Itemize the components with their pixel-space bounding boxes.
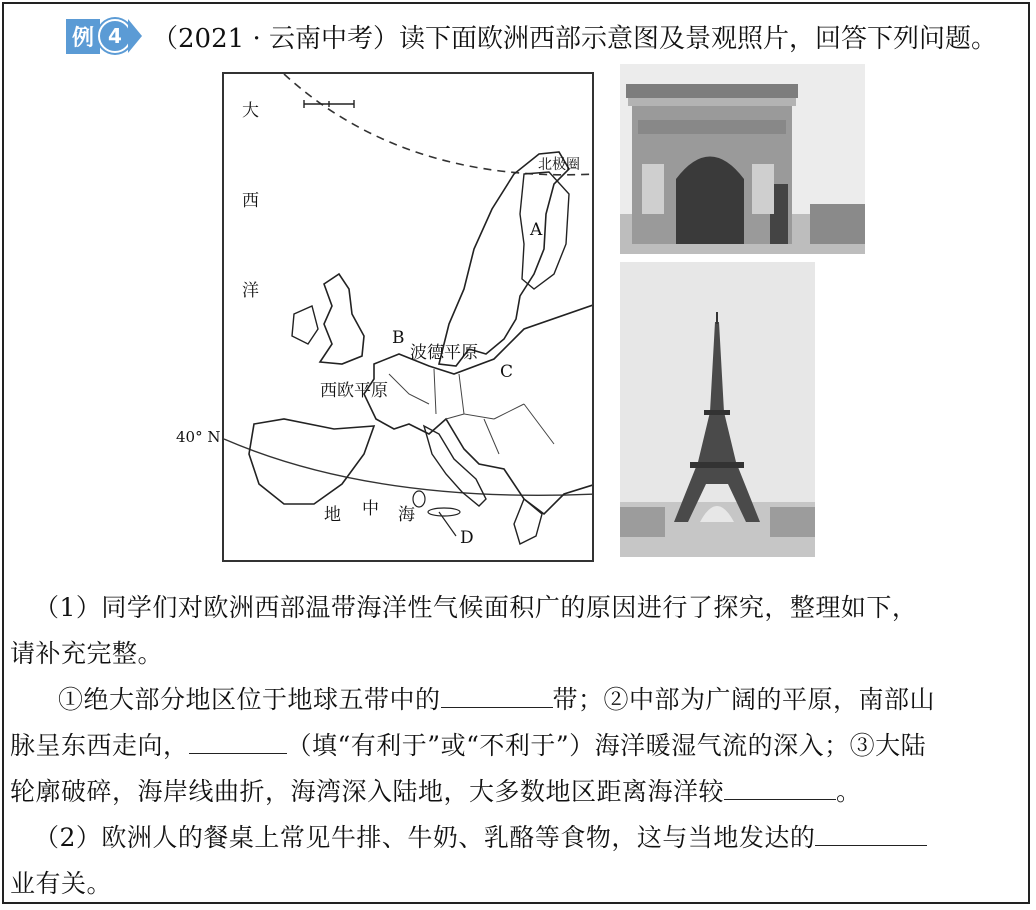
- q1-line-5-start: 轮廓破碎，海岸线曲折，海湾深入陆地，大多数地区距离海洋较: [10, 777, 725, 806]
- arc-de-triomphe-illustration: [620, 64, 865, 254]
- eiffel-tower-illustration: [620, 262, 815, 557]
- mediterranean-zhong-label: 中: [362, 499, 379, 519]
- q1-line-4: [10, 726, 926, 762]
- region-b-label: B: [392, 328, 405, 348]
- q1-line-5-end: 。: [836, 777, 862, 806]
- map-drawing: [224, 74, 594, 562]
- country-borders: [389, 369, 554, 454]
- mediterranean-di-label: 地: [324, 505, 341, 525]
- scale-bar: [304, 100, 354, 108]
- arc-de-triomphe-photo: [620, 64, 865, 254]
- europe-west-map: [222, 72, 594, 562]
- q1-line-4-start: 脉呈东西走向，: [10, 731, 189, 760]
- example-badge: [66, 19, 142, 53]
- answer-blank-favorable[interactable]: [189, 731, 287, 754]
- region-d-label: D: [460, 528, 474, 548]
- answer-blank-zone[interactable]: [441, 685, 553, 708]
- west-europe-plain-label: 西欧平原: [320, 381, 388, 401]
- q1-line-3-start: ①绝大部分地区位于地球五带中的: [58, 685, 441, 714]
- greece-outline: [514, 499, 542, 544]
- question-stem: （2021 · 云南中考）读下面欧洲西部示意图及景观照片，回答下列问题。: [152, 23, 997, 54]
- atlantic-da-label: 大: [242, 101, 259, 121]
- q1-line-4-end: （填“有利于”或“不利于”）海洋暖湿气流的深入；③大陆: [286, 731, 927, 760]
- region-a-label: A: [530, 220, 543, 240]
- eiffel-tower-photo: [620, 262, 815, 557]
- atlantic-yang-label: 洋: [242, 281, 259, 301]
- badge-arrow-icon: [128, 19, 142, 53]
- q1-line-3: [58, 680, 935, 716]
- bode-plain-label: 波德平原: [410, 343, 478, 363]
- mediterranean-hai-label: 海: [398, 505, 415, 525]
- question-header: [66, 16, 997, 56]
- badge-word: 例: [66, 19, 100, 54]
- answer-blank-distance[interactable]: [724, 777, 836, 800]
- arctic-circle-label: 北极圈: [538, 157, 580, 173]
- scandinavia-outline: [439, 152, 569, 366]
- answer-blank-industry[interactable]: [815, 823, 927, 846]
- crete-island: [428, 508, 460, 516]
- britain-outline: [320, 274, 364, 364]
- region-c-label: C: [500, 362, 514, 382]
- iberia-outline: [249, 419, 374, 504]
- q2-line-2: 业有关。: [10, 869, 113, 898]
- q1-line-5: [10, 772, 862, 808]
- q1-line-3-end: 带；②中部为广阔的平原，南部山: [552, 685, 936, 714]
- q1-line-1: （1）同学们对欧洲西部温带海洋性气候面积广的原因进行了探究，整理如下，: [34, 593, 918, 622]
- q2-line-1: [34, 818, 927, 854]
- latitude-40n-line: [224, 439, 594, 495]
- latitude-40n-label: 40° N: [176, 428, 221, 446]
- atlantic-xi-label: 西: [242, 191, 259, 211]
- q2-line-1-text: （2）欧洲人的餐桌上常见牛排、牛奶、乳酪等食物，这与当地发达的: [34, 823, 816, 852]
- badge-number: 4: [98, 19, 132, 53]
- q1-line-2: 请补充完整。: [10, 639, 164, 668]
- ireland-outline: [292, 306, 318, 344]
